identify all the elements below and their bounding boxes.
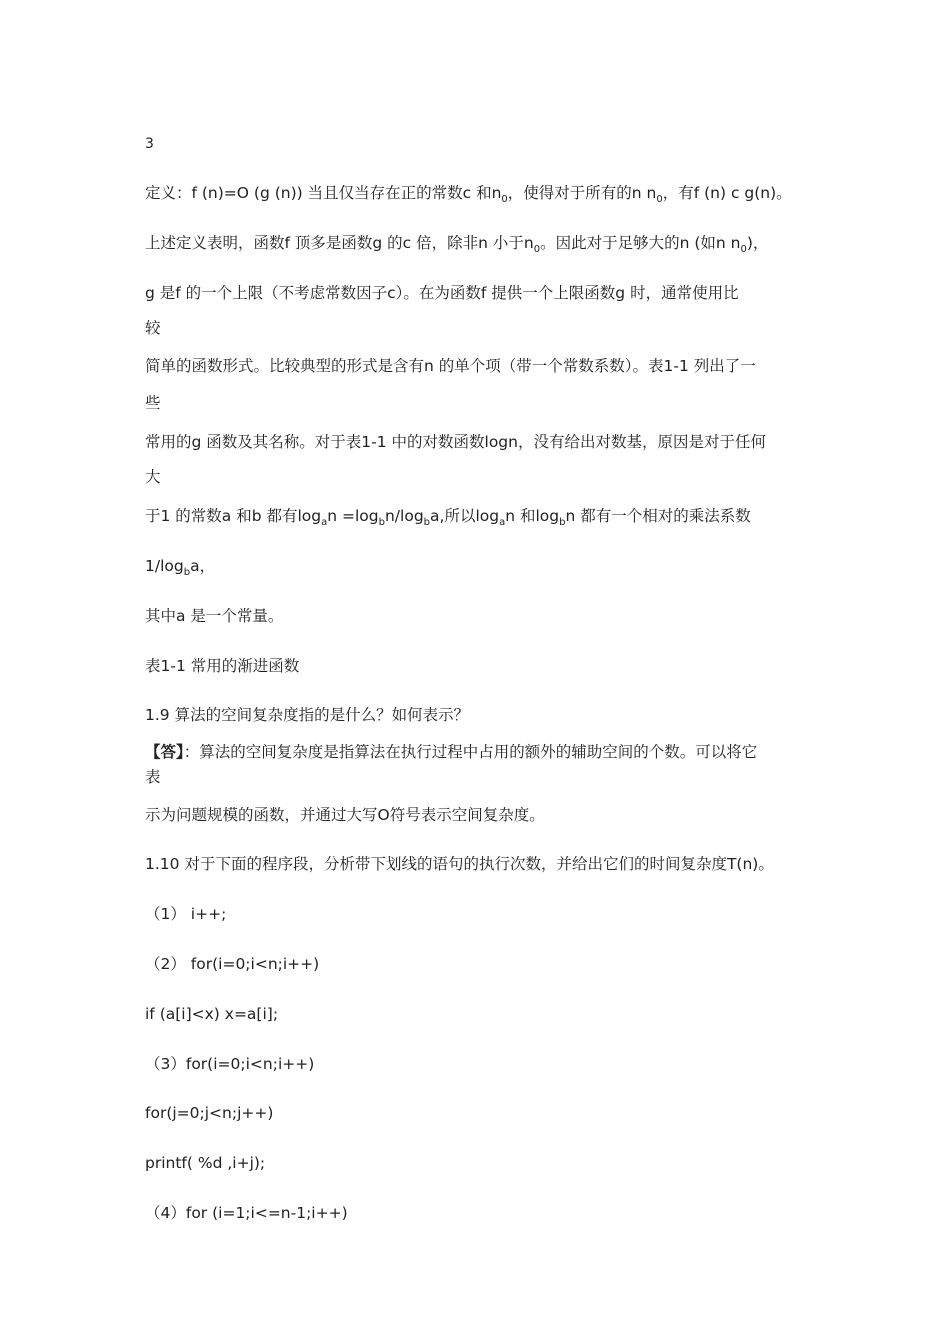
log-identity-line — [145, 506, 751, 526]
question-1-10: 1.10 对于下面的程序段，分析带下划线的语句的执行次数，并给出它们的时间复杂度T(n)。 — [145, 855, 774, 873]
subscript: a — [321, 517, 328, 528]
definition-text-1: 定义：f (n)=O (g (n)) 当且仅当存在正的常数c 和n — [145, 184, 502, 202]
subscript: b — [423, 517, 431, 528]
log-text: a,所以log — [430, 507, 500, 525]
code-line: printf( %d ,i+j); — [145, 1154, 266, 1172]
definition-text-3: ，有f (n) c g(n)。 — [662, 184, 792, 202]
paragraph-line: 简单的函数形式。比较典型的形式是含有n 的单个项（带一个常数系数）。表1-1 列出了一 — [145, 357, 756, 375]
paragraph-line-wrap: 较 — [145, 319, 161, 337]
definition-text-2: ，使得对于所有的n n — [507, 184, 657, 202]
subscript: 0 — [533, 244, 541, 255]
subscript: b — [378, 517, 385, 528]
table-caption: 表1-1 常用的渐进函数 — [145, 657, 300, 675]
answer-text: ：算法的空间复杂度是指算法在执行过程中占用的额外的辅助空间的个数。可以将它 — [183, 743, 758, 761]
subscript: b — [559, 517, 566, 528]
code-line: （2） for(i=0;i<n;i++) — [145, 955, 320, 973]
paragraph-line: 常用的g 函数及其名称。对于表1-1 中的对数函数logn，没有给出对数基，原因是对于任何 — [145, 433, 766, 451]
definition-line — [145, 183, 792, 203]
subscript: 0 — [656, 194, 663, 205]
code-line: if (a[i]<x) x=a[i]; — [145, 1005, 279, 1023]
log-text: n =log — [327, 507, 379, 525]
page-number: 3 — [145, 136, 154, 152]
code-line: for(j=0;j<n;j++) — [145, 1104, 274, 1122]
subscript: a — [499, 517, 506, 528]
log-text: 于1 的常数a 和b 都有log — [145, 507, 322, 525]
paragraph-line: g 是f 的一个上限（不考虑常数因子c）。在为函数f 提供一个上限函数g 时，通常使用比 — [145, 284, 739, 302]
code-line: （3）for(i=0;i<n;i++) — [145, 1055, 315, 1073]
log-text: n/log — [384, 507, 424, 525]
log-text: n 都有一个相对的乘法系数 — [565, 507, 751, 525]
answer-line-wrap: 表 — [145, 768, 161, 786]
factor-text: 1/log — [145, 557, 184, 575]
factor-text: a， — [190, 557, 216, 575]
subscript: 0 — [740, 244, 747, 255]
factor-line — [145, 556, 215, 576]
explanation-text-2: 。因此对于足够大的n (如n n — [540, 234, 741, 252]
code-line: （4）for (i=1;i<=n-1;i++) — [145, 1204, 348, 1222]
log-text: n 和log — [505, 507, 560, 525]
question-1-9: 1.9 算法的空间复杂度指的是什么？如何表示？ — [145, 706, 470, 724]
explanation-line-1 — [145, 233, 768, 253]
explanation-text-1: 上述定义表明，函数f 顶多是函数g 的c 倍，除非n 小于n — [145, 234, 534, 252]
answer-label: 【答】 — [145, 743, 184, 761]
paragraph-line-wrap: 大 — [145, 468, 161, 486]
answer-line — [145, 742, 757, 762]
subscript: b — [183, 567, 191, 578]
constant-line: 其中a 是一个常量。 — [145, 607, 284, 625]
answer-continuation: 示为问题规模的函数，并通过大写O符号表示空间复杂度。 — [145, 806, 545, 824]
subscript: 0 — [501, 194, 508, 205]
explanation-text-3: )， — [746, 234, 769, 252]
code-line: （1） i++; — [145, 905, 227, 923]
paragraph-line-wrap: 些 — [145, 394, 161, 412]
